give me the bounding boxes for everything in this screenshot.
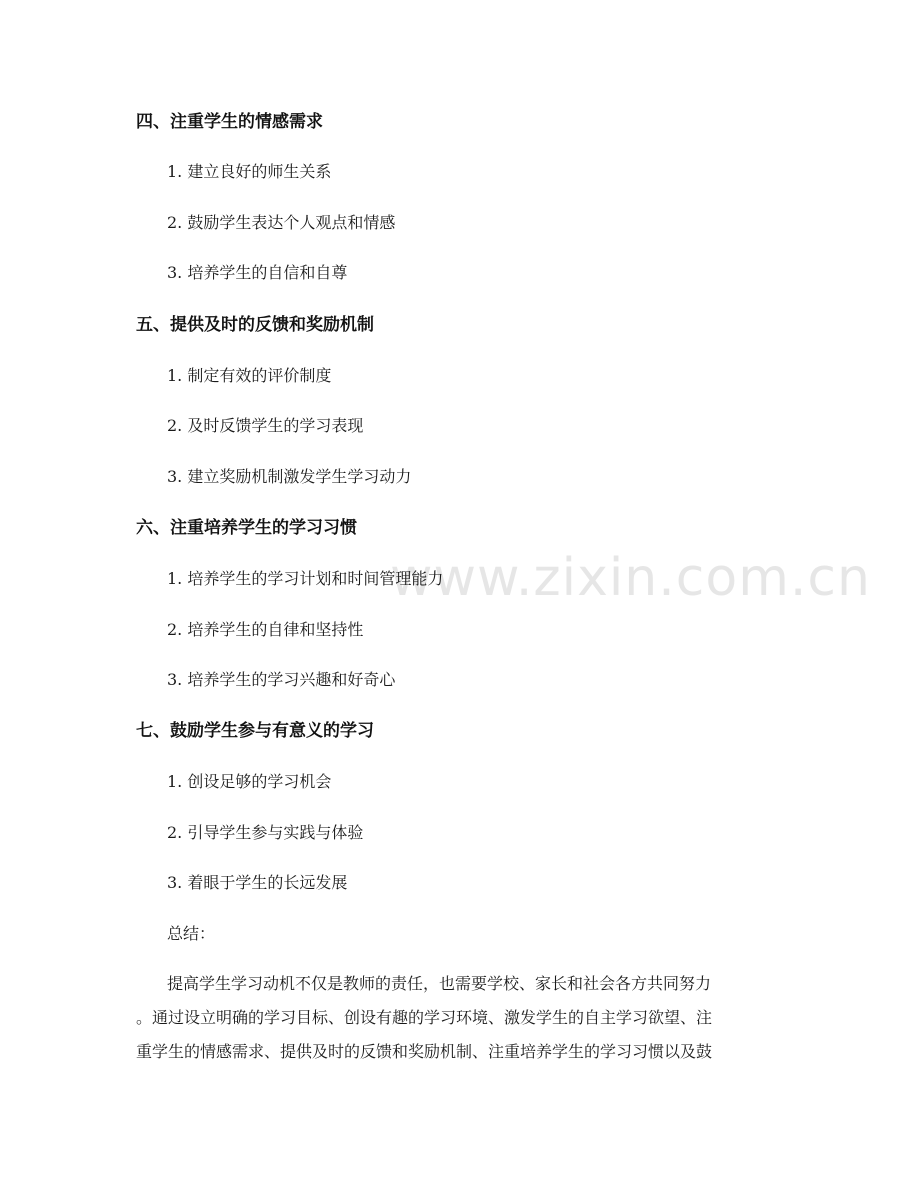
list-item: 2. 鼓励学生表达个人观点和情感 [167, 213, 396, 232]
summary-paragraph-line: 重学生的情感需求、提供及时的反馈和奖励机制、注重培养学生的学习习惯以及鼓 [136, 1042, 713, 1061]
list-item: 1. 建立良好的师生关系 [167, 162, 332, 181]
list-item: 3. 培养学生的学习兴趣和好奇心 [167, 670, 396, 689]
summary-paragraph-line: 提高学生学习动机不仅是教师的责任，也需要学校、家长和社会各方共同努力 [167, 974, 712, 993]
list-item: 2. 培养学生的自律和坚持性 [167, 620, 364, 639]
list-item: 1. 制定有效的评价制度 [167, 366, 332, 385]
summary-paragraph-line: 。通过设立明确的学习目标、创设有趣的学习环境、激发学生的自主学习欲望、注 [136, 1008, 713, 1027]
section-heading: 五、提供及时的反馈和奖励机制 [136, 315, 374, 335]
section-heading: 七、鼓励学生参与有意义的学习 [136, 721, 374, 741]
section-heading: 六、注重培养学生的学习习惯 [136, 518, 357, 538]
watermark: www.zixin.com.cn [390, 548, 871, 608]
list-item: 2. 引导学生参与实践与体验 [167, 823, 364, 842]
list-item: 1. 创设足够的学习机会 [167, 772, 332, 791]
summary-label: 总结： [167, 924, 216, 943]
section-heading: 四、注重学生的情感需求 [136, 112, 323, 132]
list-item: 2. 及时反馈学生的学习表现 [167, 416, 364, 435]
list-item: 3. 着眼于学生的长远发展 [167, 873, 348, 892]
list-item: 3. 培养学生的自信和自尊 [167, 263, 348, 282]
list-item: 3. 建立奖励机制激发学生学习动力 [167, 467, 412, 486]
list-item: 1. 培养学生的学习计划和时间管理能力 [167, 569, 444, 588]
